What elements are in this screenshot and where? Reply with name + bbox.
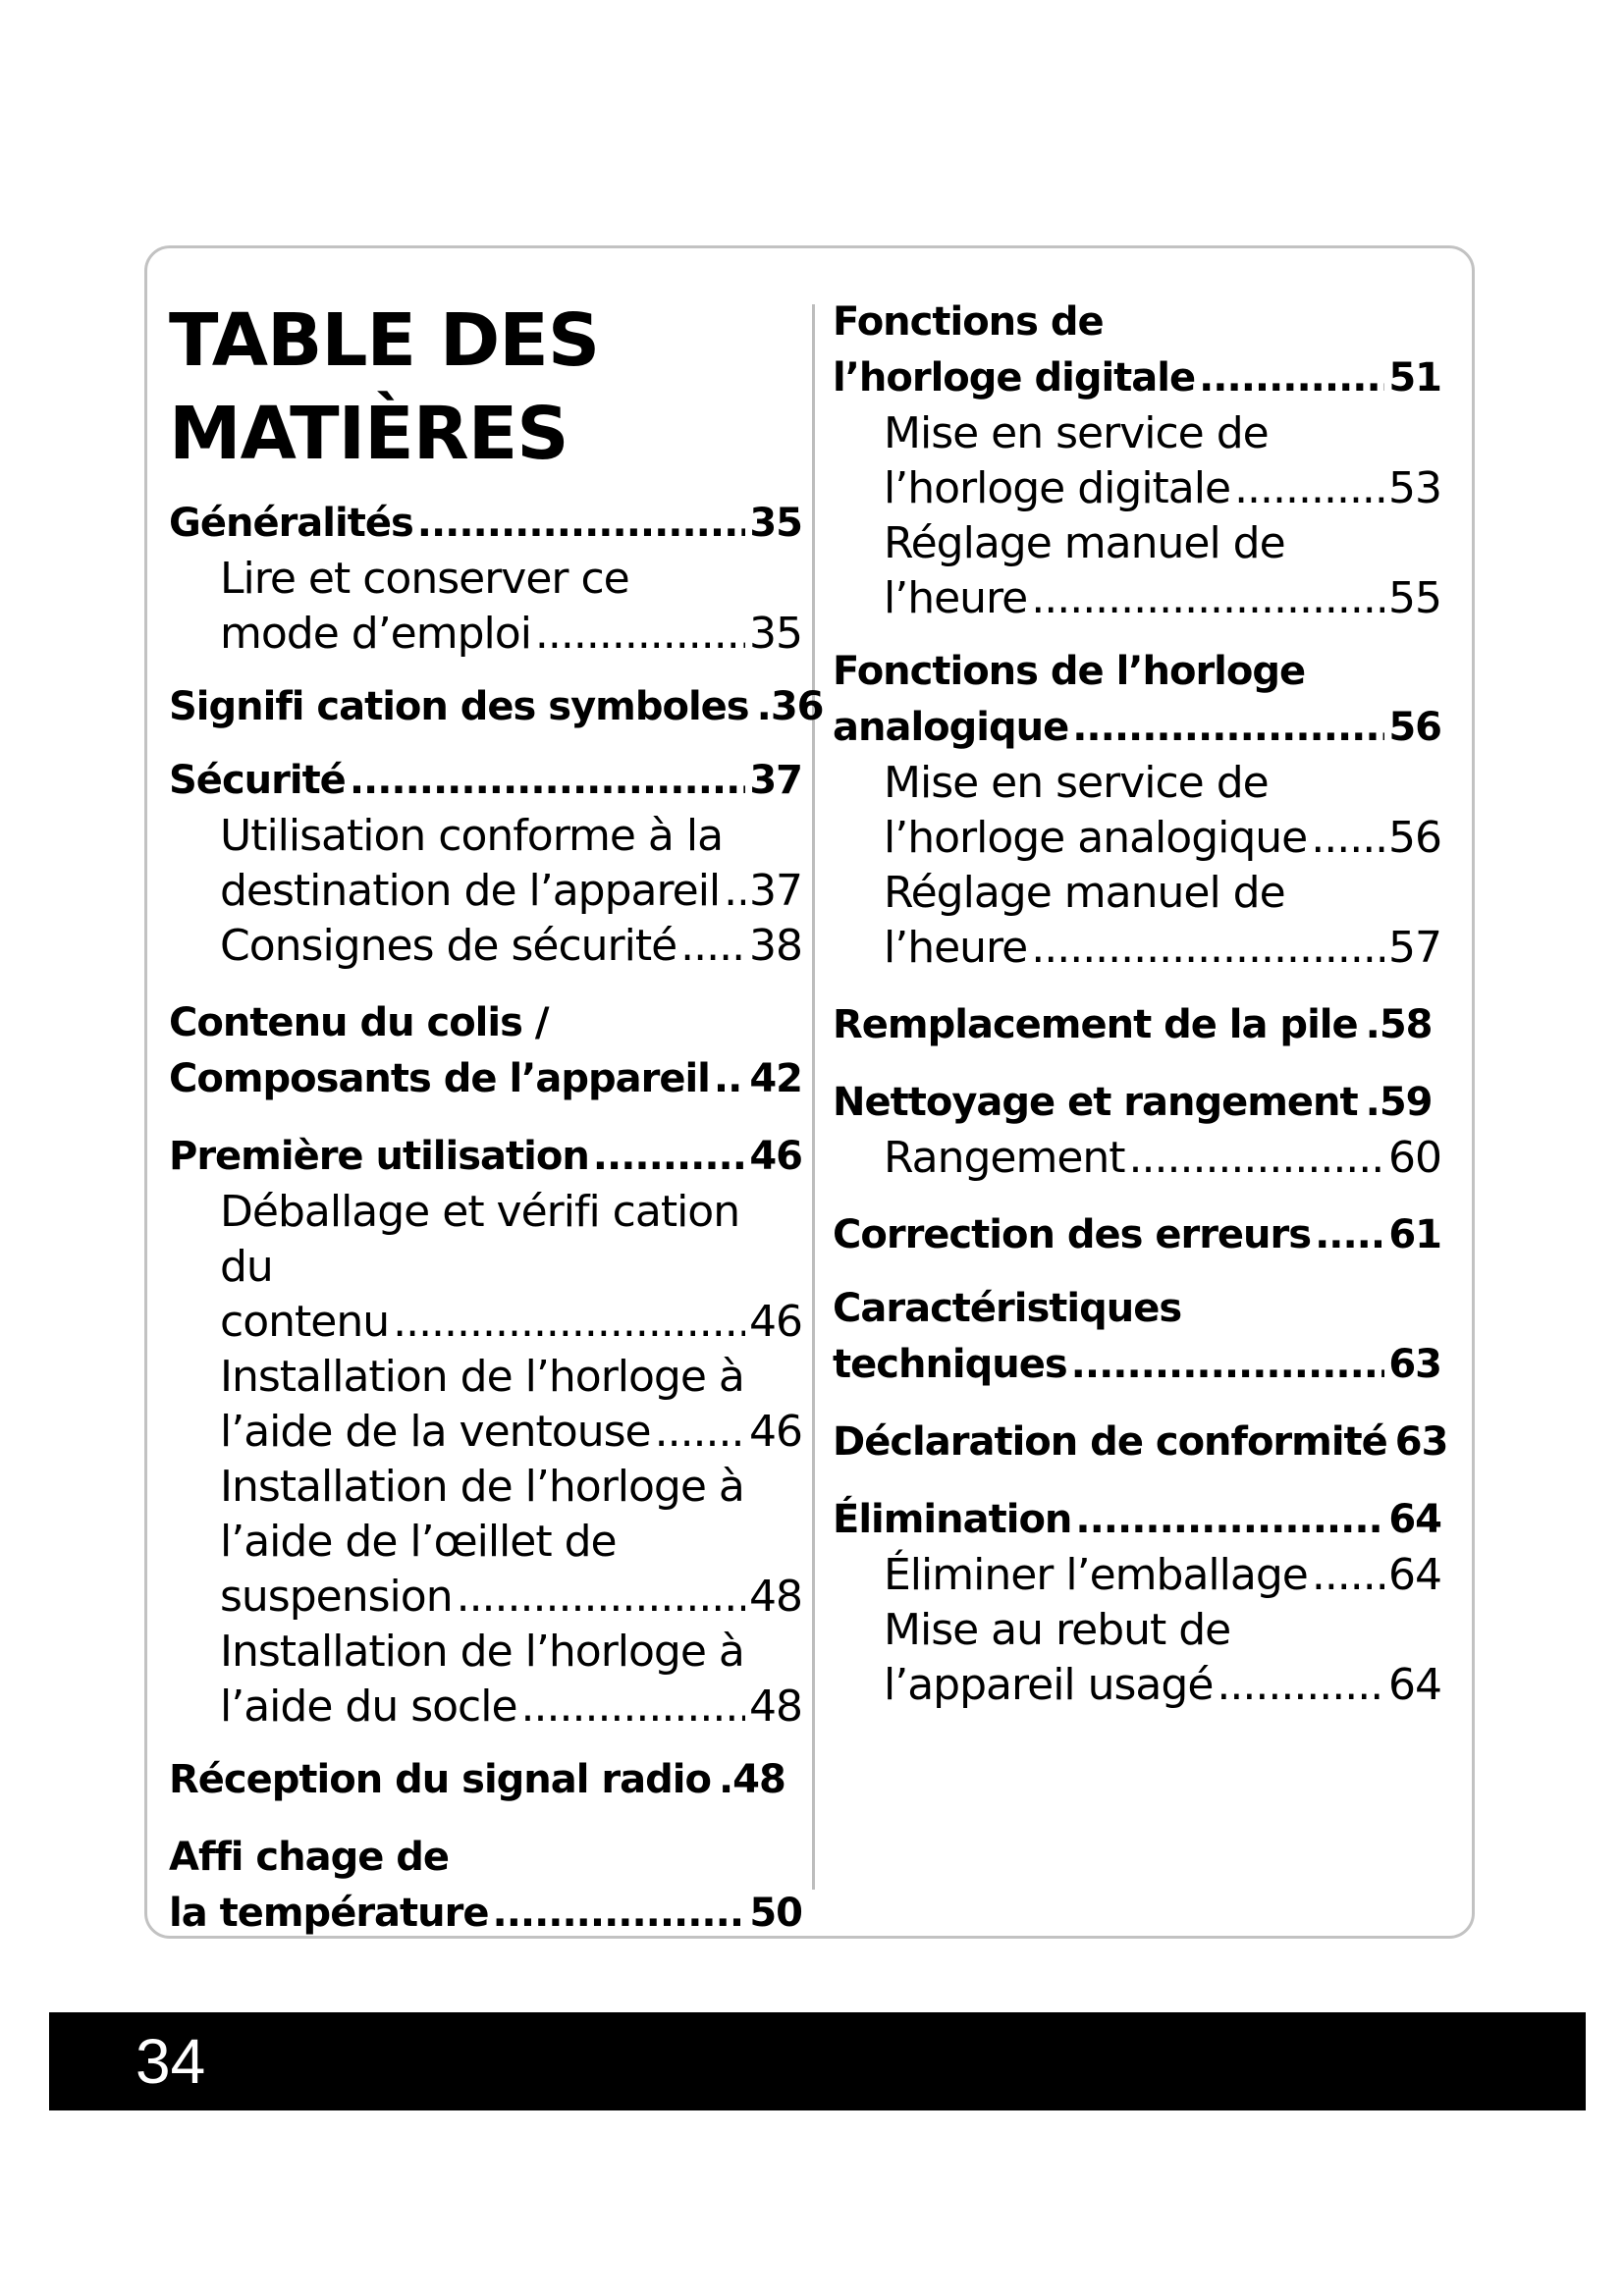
toc-entry-generalites[interactable]: Généralités ..... 35 [169, 496, 802, 552]
toc-entry-deballage[interactable]: Déballage et vérifi cation du contenu ..... 46 [169, 1185, 802, 1350]
toc-entry-socle[interactable]: Installation de l’horloge à l’aide du socle ..... 48 [169, 1625, 802, 1735]
toc-entry-securite[interactable]: Sécurité ..... 37 [169, 753, 802, 809]
toc-entry-eliminer[interactable]: Éliminer l’emballage ..... 64 [833, 1548, 1441, 1603]
toc-entry-mise-analogique[interactable]: Mise en service de l’horloge analogique ..... 56 [833, 756, 1441, 866]
column-divider [812, 304, 815, 1890]
toc-entry-rangement[interactable]: Rangement ..... 60 [833, 1131, 1441, 1186]
toc-entry-premiere[interactable]: Première utilisation ..... 46 [169, 1129, 802, 1185]
toc-entry-utilisation[interactable]: Utilisation conforme à la destination de l’appareil ..... 37 [169, 809, 802, 919]
toc-entry-mise-digitale[interactable]: Mise en service de l’horloge digitale ..... 53 [833, 406, 1441, 516]
toc-right-column [833, 294, 1448, 1713]
toc-entry-reception[interactable]: Réception du signal radio .48 [169, 1757, 785, 1802]
title-line-2: MATIÈRES [169, 392, 568, 476]
toc-entry-reglage-2[interactable]: Réglage manuel de l’heure ..... 57 [833, 866, 1441, 976]
toc-entry-nettoyage[interactable]: Nettoyage et rangement .59 [833, 1080, 1433, 1125]
toc-entry-caracteristiques[interactable]: Caractéristiques techniques ..... 63 [833, 1281, 1441, 1393]
toc-entry-affichage[interactable]: Affi chage de la température ..... 50 [169, 1830, 802, 1942]
toc-entry-declaration[interactable]: Déclaration de conformité 63 [833, 1419, 1448, 1465]
toc-entry-consignes[interactable]: Consignes de sécurité ..... 38 [169, 919, 802, 974]
toc-left-column [169, 496, 824, 1942]
toc-entry-correction[interactable]: Correction des erreurs ..... 61 [833, 1207, 1441, 1263]
footer-bar [49, 2012, 1586, 2110]
toc-entry-reglage-1[interactable]: Réglage manuel de l’heure ..... 55 [833, 516, 1441, 626]
toc-entry-elimination[interactable]: Élimination ..... 64 [833, 1492, 1441, 1548]
toc-entry-fonctions-digitale[interactable]: Fonctions de l’horloge digitale ..... 51 [833, 294, 1441, 406]
toc-entry-signification[interactable]: Signifi cation des symboles .36 [169, 684, 824, 729]
toc-entry-remplacement[interactable]: Remplacement de la pile .58 [833, 1002, 1433, 1047]
page-title [169, 294, 778, 481]
toc-entry-oeillet[interactable]: Installation de l’horloge à l’aide de l’œillet de suspension ..... 48 [169, 1460, 802, 1625]
toc-entry-mise-rebut[interactable]: Mise au rebut de l’appareil usagé ..... 64 [833, 1603, 1441, 1713]
toc-entry-lire[interactable]: Lire et conserver ce mode d’emploi ..... 35 [169, 552, 802, 662]
page-number: 34 [135, 2026, 206, 2097]
title-line-1: TABLE DES [169, 298, 600, 383]
toc-entry-fonctions-analogique[interactable]: Fonctions de l’horloge analogique ..... 56 [833, 644, 1441, 756]
toc-entry-ventouse[interactable]: Installation de l’horloge à l’aide de la ventouse ..... 46 [169, 1350, 802, 1460]
toc-entry-contenu[interactable]: Contenu du colis / Composants de l’appareil ..... 42 [169, 995, 802, 1107]
